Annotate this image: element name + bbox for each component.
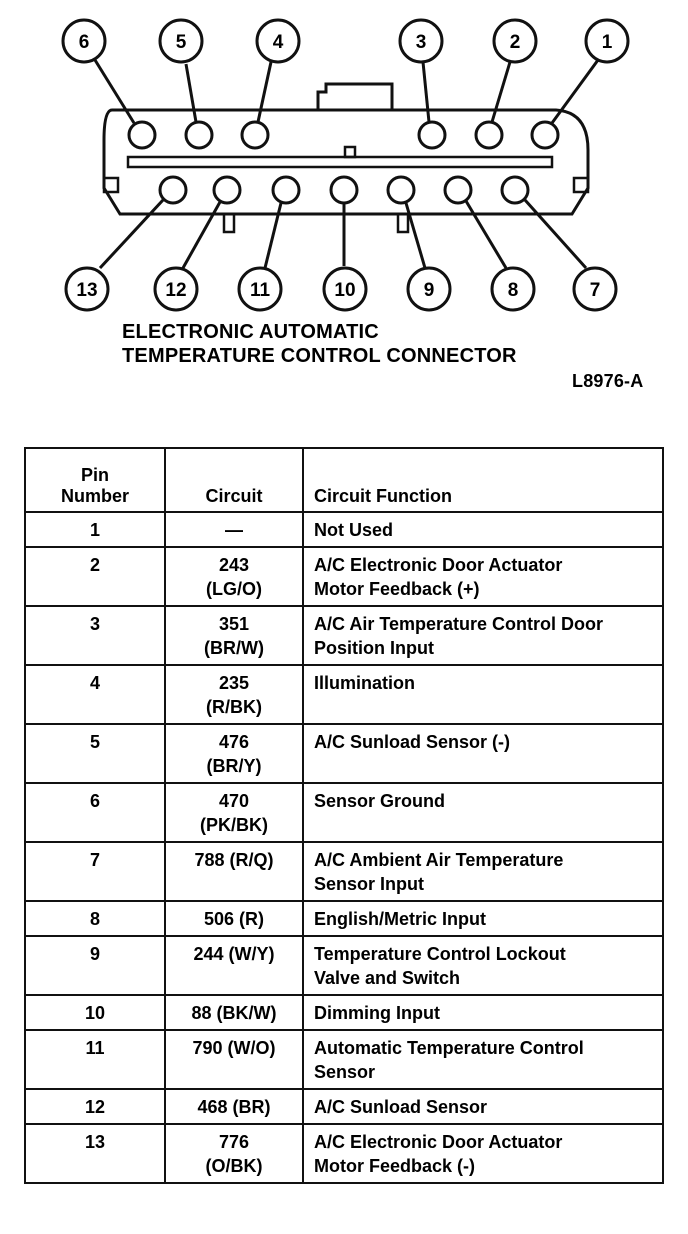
callout-bottom: 9	[423, 280, 435, 301]
circuit-function-cell	[303, 547, 663, 606]
pin-number-cell: 4	[25, 665, 165, 724]
connector-latch	[318, 84, 392, 110]
circuit-line: 244 (W/Y)	[193, 944, 275, 964]
function-line: A/C Sunload Sensor	[314, 1097, 488, 1117]
pin-contact-9	[388, 177, 414, 203]
circuit-function-cell	[303, 995, 663, 1030]
table-row	[25, 842, 663, 901]
diagram-caption-line1: ELECTRONIC AUTOMATIC	[122, 321, 379, 343]
circuit-line: (PK/BK)	[200, 815, 268, 835]
pin-contact-7	[502, 177, 528, 203]
callout-bottom: 11	[249, 280, 271, 301]
table-row	[25, 724, 663, 783]
function-line: A/C Electronic Door Actuator	[314, 555, 563, 575]
circuit-cell	[165, 512, 303, 547]
circuit-cell	[165, 606, 303, 665]
pin-number-cell: 7	[25, 842, 165, 901]
pin-contact-1	[532, 122, 558, 148]
function-line: Sensor	[314, 1062, 376, 1082]
circuit-cell	[165, 783, 303, 842]
circuit-cell	[165, 547, 303, 606]
callout-top: 4	[272, 32, 284, 53]
callout-top: 5	[175, 32, 187, 53]
circuit-line: (BR/W)	[204, 638, 264, 658]
pin-contact-10	[331, 177, 357, 203]
header-circuit-function: Circuit Function	[303, 448, 663, 512]
pin-number-cell: 6	[25, 783, 165, 842]
table-row	[25, 665, 663, 724]
circuit-line: (O/BK)	[205, 1156, 263, 1176]
callout-bottom: 8	[507, 280, 519, 301]
circuit-line: 476	[218, 732, 250, 752]
pin-contact-3	[419, 122, 445, 148]
circuit-function-cell	[303, 901, 663, 936]
circuit-line: 788 (R/Q)	[194, 850, 274, 870]
table-row	[25, 547, 663, 606]
diagram-caption-line2: TEMPERATURE CONTROL CONNECTOR	[122, 345, 517, 367]
pin-contact-12	[214, 177, 240, 203]
callout-bottom: 13	[76, 280, 98, 301]
function-line: Illumination	[314, 673, 415, 693]
callout-bottom: 10	[334, 280, 356, 301]
callout-top: 6	[78, 32, 90, 53]
table-row	[25, 783, 663, 842]
circuit-cell	[165, 1030, 303, 1089]
circuit-line: (BR/Y)	[206, 756, 262, 776]
table-row	[25, 1124, 663, 1183]
table-row	[25, 936, 663, 995]
pin-number-cell: 10	[25, 995, 165, 1030]
circuit-cell	[165, 1124, 303, 1183]
pin-contact-2	[476, 122, 502, 148]
function-line: Automatic Temperature Control	[314, 1038, 584, 1058]
connector-divider	[128, 157, 552, 167]
function-line: Temperature Control Lockout	[314, 944, 566, 964]
callout-bottom: 7	[589, 280, 601, 301]
function-line: A/C Electronic Door Actuator	[314, 1132, 563, 1152]
pin-contact-5	[186, 122, 212, 148]
function-line: Valve and Switch	[314, 968, 461, 988]
table-row	[25, 1089, 663, 1124]
circuit-line: 243	[218, 555, 250, 575]
function-line: Not Used	[314, 520, 394, 540]
pin-table	[24, 447, 664, 1184]
circuit-line: 790 (W/O)	[192, 1038, 276, 1058]
circuit-cell	[165, 936, 303, 995]
function-line: Motor Feedback (-)	[314, 1156, 476, 1176]
circuit-function-cell	[303, 512, 663, 547]
pin-number-cell: 13	[25, 1124, 165, 1183]
circuit-line: 776	[218, 1132, 250, 1152]
pin-contact-4	[242, 122, 268, 148]
table-row	[25, 901, 663, 936]
function-line: Dimming Input	[314, 1003, 440, 1023]
circuit-line: 88 (BK/W)	[191, 1003, 277, 1023]
function-line: A/C Ambient Air Temperature	[314, 850, 564, 870]
circuit-cell	[165, 901, 303, 936]
header-circuit: Circuit	[165, 448, 303, 512]
function-line: Position Input	[314, 638, 434, 658]
pin-number-cell: 8	[25, 901, 165, 936]
circuit-line: 351	[218, 614, 250, 634]
table-body	[25, 512, 663, 1183]
pin-contact-6	[129, 122, 155, 148]
pin-number-cell: 11	[25, 1030, 165, 1089]
circuit-line: (LG/O)	[206, 579, 262, 599]
circuit-function-cell	[303, 606, 663, 665]
callout-top: 1	[601, 32, 613, 53]
circuit-cell	[165, 995, 303, 1030]
pin-contact-13	[160, 177, 186, 203]
table-header-row	[25, 448, 663, 512]
circuit-function-cell	[303, 936, 663, 995]
circuit-cell	[165, 1089, 303, 1124]
callout-top: 2	[509, 32, 521, 53]
circuit-cell	[165, 842, 303, 901]
circuit-line: (R/BK)	[206, 697, 262, 717]
circuit-cell	[165, 724, 303, 783]
pin-number-cell: 12	[25, 1089, 165, 1124]
table-row	[25, 995, 663, 1030]
function-line: A/C Sunload Sensor (-)	[314, 732, 511, 752]
connector-key	[345, 147, 355, 157]
header-pin-number: Pin Number	[25, 448, 165, 512]
circuit-line: 506 (R)	[203, 909, 265, 929]
circuit-function-cell	[303, 783, 663, 842]
pin-number-cell: 5	[25, 724, 165, 783]
circuit-line: 468 (BR)	[197, 1097, 271, 1117]
table-row	[25, 512, 663, 547]
callout-bottom: 12	[165, 280, 187, 301]
circuit-function-cell	[303, 724, 663, 783]
pin-number-cell: 3	[25, 606, 165, 665]
function-line: Sensor Ground	[314, 791, 446, 811]
function-line: Motor Feedback (+)	[314, 579, 480, 599]
pin-number-cell: 1	[25, 512, 165, 547]
pin-number-cell: 2	[25, 547, 165, 606]
pin-contact-8	[445, 177, 471, 203]
pin-number-cell: 9	[25, 936, 165, 995]
function-line: Sensor Input	[314, 874, 425, 894]
pin-contact-11	[273, 177, 299, 203]
function-line: English/Metric Input	[314, 909, 487, 929]
circuit-function-cell	[303, 665, 663, 724]
function-line: A/C Air Temperature Control Door	[314, 614, 604, 634]
callout-top: 3	[415, 32, 427, 53]
circuit-function-cell	[303, 1030, 663, 1089]
circuit-line: 235	[218, 673, 250, 693]
circuit-line: —	[225, 520, 243, 540]
circuit-function-cell	[303, 1124, 663, 1183]
table-row	[25, 1030, 663, 1089]
table-row	[25, 606, 663, 665]
circuit-cell	[165, 665, 303, 724]
figure-id: L8976-A	[572, 371, 644, 391]
circuit-line: 470	[218, 791, 250, 811]
circuit-function-cell	[303, 842, 663, 901]
circuit-function-cell	[303, 1089, 663, 1124]
